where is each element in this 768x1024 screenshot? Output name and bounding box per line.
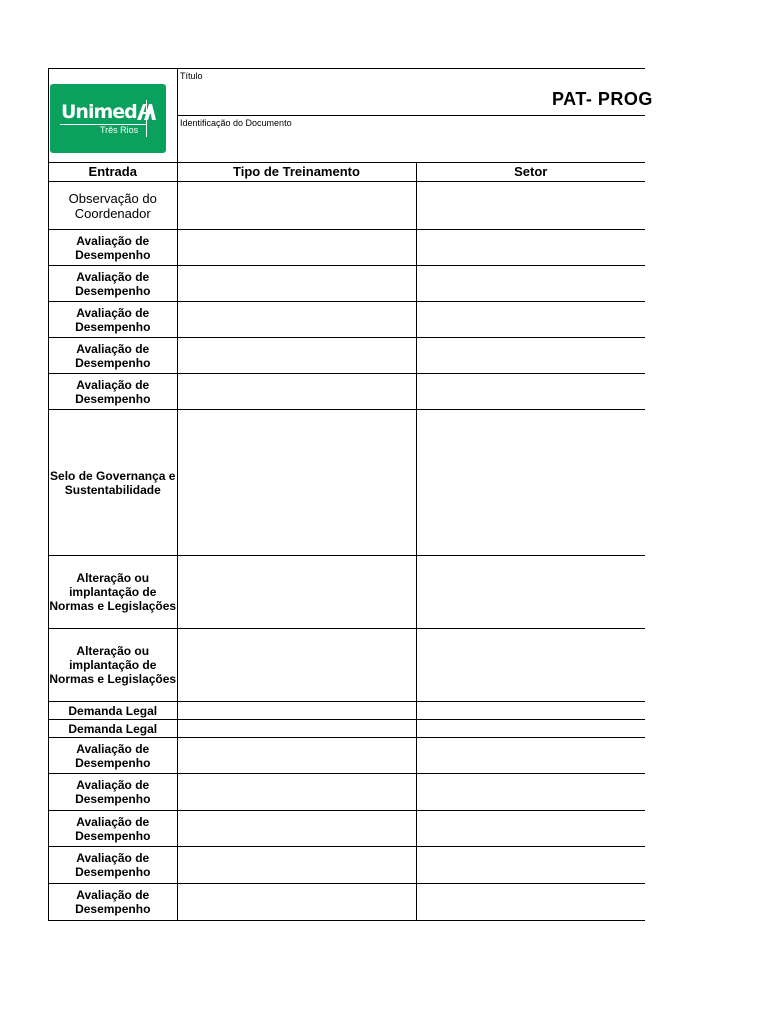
cell-setor[interactable] — [416, 720, 645, 738]
document-header — [49, 69, 653, 163]
cell-entrada[interactable]: Avaliação de Desempenho — [49, 230, 177, 266]
cell-entrada[interactable]: Avaliação de Desempenho — [49, 338, 177, 374]
cell-setor[interactable] — [416, 556, 645, 629]
table-row — [49, 629, 645, 702]
table-header-row — [49, 163, 645, 182]
cell-tipo[interactable] — [177, 720, 416, 738]
column-header-setor: Setor — [416, 163, 645, 182]
cell-setor[interactable] — [416, 266, 645, 302]
cell-tipo[interactable] — [177, 629, 416, 702]
cell-setor[interactable] — [416, 182, 645, 230]
table-row — [49, 811, 645, 847]
cell-setor[interactable] — [416, 629, 645, 702]
cell-tipo[interactable] — [177, 738, 416, 774]
table-row — [49, 266, 645, 302]
cell-setor[interactable] — [416, 410, 645, 556]
cell-tipo[interactable] — [177, 302, 416, 338]
cell-setor[interactable] — [416, 847, 645, 884]
cell-entrada[interactable]: Avaliação de Desempenho — [49, 884, 177, 920]
cell-setor[interactable] — [416, 702, 645, 720]
cell-setor[interactable] — [416, 774, 645, 811]
cell-entrada[interactable]: Avaliação de Desempenho — [49, 774, 177, 811]
logo-subtitle: Três Rios — [100, 125, 139, 135]
table-row — [49, 556, 645, 629]
cell-tipo[interactable] — [177, 556, 416, 629]
table-row — [49, 374, 645, 410]
cell-entrada[interactable]: Alteração ou implantação de Normas e Legislações — [49, 556, 177, 629]
cell-tipo[interactable] — [177, 410, 416, 556]
titulo-label: Título — [180, 71, 203, 81]
cell-tipo[interactable] — [177, 774, 416, 811]
cell-tipo[interactable] — [177, 374, 416, 410]
cell-entrada[interactable]: Selo de Governança e Sustentabilidade — [49, 410, 177, 556]
cell-entrada[interactable]: Avaliação de Desempenho — [49, 302, 177, 338]
training-table — [49, 163, 645, 920]
title-section — [178, 69, 653, 116]
cell-setor[interactable] — [416, 811, 645, 847]
cell-setor[interactable] — [416, 338, 645, 374]
document-title: PAT- PROG — [552, 89, 653, 109]
cell-tipo[interactable] — [177, 702, 416, 720]
cell-setor[interactable] — [416, 302, 645, 338]
table-row — [49, 847, 645, 884]
logo-cell — [49, 69, 178, 162]
cell-tipo[interactable] — [177, 230, 416, 266]
table-row — [49, 410, 645, 556]
training-program-sheet — [48, 68, 653, 921]
title-cell — [178, 69, 653, 162]
column-header-entrada: Entrada — [49, 163, 177, 182]
table-row — [49, 702, 645, 720]
cell-entrada[interactable]: Avaliação de Desempenho — [49, 738, 177, 774]
table-row — [49, 182, 645, 230]
table-row — [49, 738, 645, 774]
table-row — [49, 774, 645, 811]
cell-setor[interactable] — [416, 738, 645, 774]
cell-tipo[interactable] — [177, 884, 416, 920]
logo-divider-vertical — [146, 100, 147, 137]
identification-label: Identificação do Documento — [180, 118, 292, 128]
table-row — [49, 338, 645, 374]
logo-brand: Unimed — [61, 101, 137, 123]
cell-setor[interactable] — [416, 374, 645, 410]
cell-tipo[interactable] — [177, 338, 416, 374]
identification-section — [178, 116, 645, 162]
cell-entrada[interactable]: Avaliação de Desempenho — [49, 266, 177, 302]
cell-tipo[interactable] — [177, 266, 416, 302]
unimed-logo — [50, 84, 166, 153]
cell-entrada[interactable]: Alteração ou implantação de Normas e Legislações — [49, 629, 177, 702]
cell-entrada[interactable]: Demanda Legal — [49, 702, 177, 720]
cell-entrada[interactable]: Avaliação de Desempenho — [49, 374, 177, 410]
cell-setor[interactable] — [416, 230, 645, 266]
cell-tipo[interactable] — [177, 811, 416, 847]
cell-tipo[interactable] — [177, 847, 416, 884]
cell-entrada[interactable]: Demanda Legal — [49, 720, 177, 738]
column-header-tipo: Tipo de Treinamento — [177, 163, 416, 182]
cell-tipo[interactable] — [177, 182, 416, 230]
cell-entrada[interactable]: Observação do Coordenador — [49, 182, 177, 230]
cell-setor[interactable] — [416, 884, 645, 920]
table-row — [49, 302, 645, 338]
table-row — [49, 720, 645, 738]
cell-entrada[interactable]: Avaliação de Desempenho — [49, 847, 177, 884]
table-row — [49, 230, 645, 266]
cell-entrada[interactable]: Avaliação de Desempenho — [49, 811, 177, 847]
table-row — [49, 884, 645, 920]
